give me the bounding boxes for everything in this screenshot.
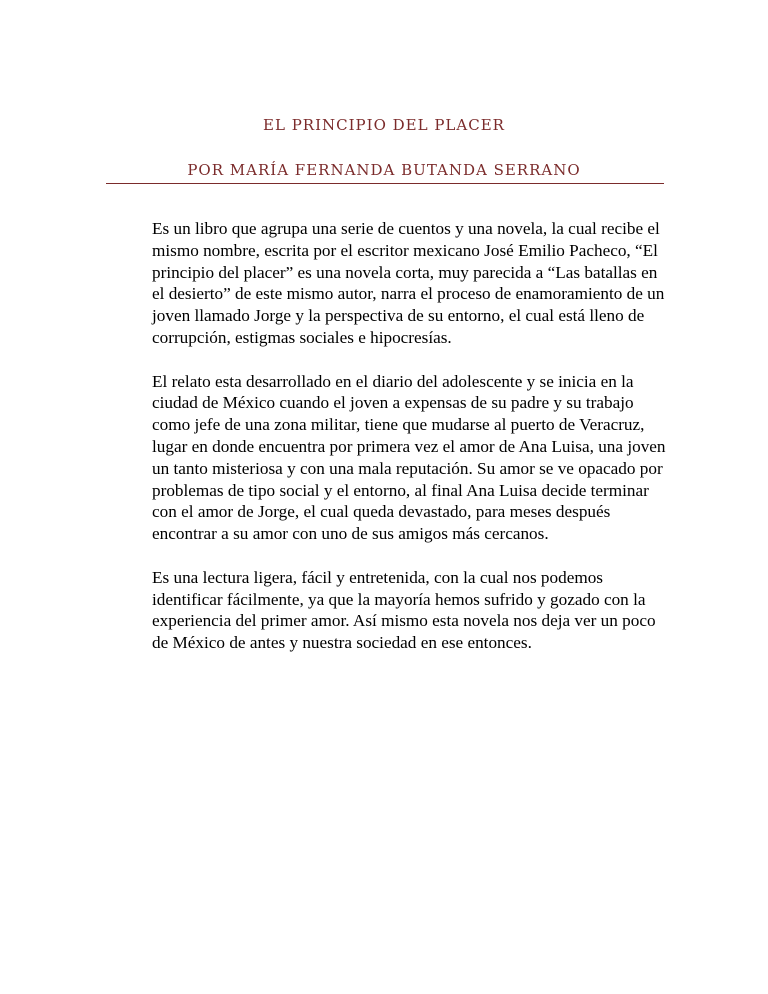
paragraph: El relato esta desarrollado en el diario del adolescente y se inicia en la ciudad de México cuando el joven a expensas de su padre y su trabajo como jefe de una zona militar, tiene que mudarse al puerto de Veracruz, lugar en donde encuentra por primera vez el amor de Ana Luisa, una joven un tanto misteriosa y con una mala reputación. Su amor se ve opacado por problemas de tipo social y el entorno, al final Ana Luisa decide terminar con el amor de Jorge, el cual queda devastado, para meses después encontrar a su amor con uno de sus amigos más cercanos. xyxy=(152,371,666,544)
document-body xyxy=(152,218,666,676)
paragraph: Es un libro que agrupa una serie de cuentos y una novela, la cual recibe el mismo nombre, escrita por el escritor mexicano José Emilio Pacheco, “El principio del placer” es una novela corta, muy parecida a “Las batallas en el desierto” de este mismo autor, narra el proceso de enamoramiento de un joven llamado Jorge y la perspectiva de su entorno, el cual está lleno de corrupción, estigmas sociales e hipocresías. xyxy=(152,219,665,347)
document-author: POR MARÍA FERNANDA BUTANDA SERRANO xyxy=(187,161,581,179)
paragraph: Es una lectura ligera, fácil y entretenida, con la cual nos podemos identificar fácilmente, ya que la mayoría hemos sufrido y gozado con la experiencia del primer amor. Así mismo esta novela nos deja ver un poco de México de antes y nuestra sociedad en ese entonces. xyxy=(152,567,656,653)
document-title: EL PRINCIPIO DEL PLACER xyxy=(263,116,505,134)
title-divider xyxy=(106,183,664,184)
